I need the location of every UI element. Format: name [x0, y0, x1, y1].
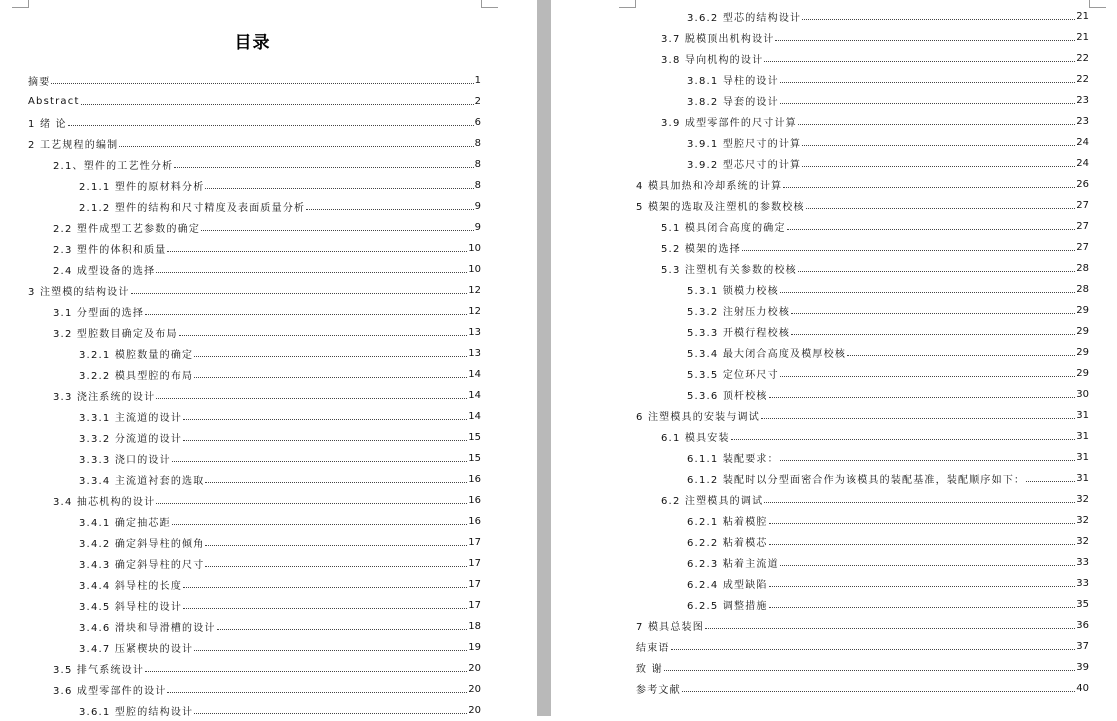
- toc-entry[interactable]: [636, 174, 1089, 195]
- toc-entry[interactable]: [636, 615, 1089, 636]
- toc-entry-label: 3.6.1 型腔的结构设计: [79, 707, 194, 718]
- toc-entry[interactable]: [28, 427, 481, 448]
- toc-entry[interactable]: [636, 636, 1089, 657]
- toc-entry[interactable]: [28, 343, 481, 364]
- toc-dot-leader: [671, 649, 1076, 650]
- toc-dot-leader: [780, 82, 1075, 83]
- toc-dot-leader: [167, 251, 467, 252]
- toc-dot-leader: [780, 103, 1075, 104]
- toc-dot-leader: [183, 587, 467, 588]
- toc-entry-label: 1 绪 论: [28, 119, 67, 130]
- toc-entry-label: 5.3.5 定位环尺寸: [687, 370, 779, 381]
- toc-entry-label: 3.9 成型零部件的尺寸计算: [661, 118, 797, 129]
- toc-dot-leader: [769, 523, 1076, 524]
- toc-entry[interactable]: [636, 594, 1089, 615]
- toc-entry-page-number: 10: [468, 243, 481, 254]
- toc-entry-page-number: 31: [1076, 452, 1089, 463]
- toc-entry[interactable]: [636, 153, 1089, 174]
- toc-dot-leader: [791, 313, 1075, 314]
- toc-entry-label: 3.4.4 斜导柱的长度: [79, 581, 183, 592]
- toc-entry[interactable]: [28, 322, 481, 343]
- toc-entry[interactable]: [636, 69, 1089, 90]
- toc-entry-label: 6.2.3 粘着主流道: [687, 559, 779, 570]
- toc-entry[interactable]: [636, 279, 1089, 300]
- toc-entry-page-number: 28: [1076, 284, 1089, 295]
- toc-entry-label: 6.1 模具安装: [661, 433, 730, 444]
- toc-entry-label: 5.3.6 顶杆校核: [687, 391, 768, 402]
- toc-entry-page-number: 26: [1076, 179, 1089, 190]
- toc-entry[interactable]: [636, 405, 1089, 426]
- toc-entry-page-number: 17: [468, 558, 481, 569]
- toc-entry-page-number: 29: [1076, 368, 1089, 379]
- toc-entry-page-number: 10: [468, 264, 481, 275]
- toc-entry-label: 3 注塑模的结构设计: [28, 287, 130, 298]
- toc-entry-label: 3.4 抽芯机构的设计: [53, 497, 156, 508]
- toc-title: 目录: [234, 33, 271, 53]
- margin-corner-mark: [1089, 0, 1106, 8]
- toc-entry-page-number: 6: [474, 117, 481, 128]
- toc-entry-label: 3.6 成型零部件的设计: [53, 686, 167, 697]
- toc-dot-leader: [1026, 481, 1075, 482]
- toc-entry-label: 2 工艺规程的编制: [28, 140, 119, 151]
- toc-entry-page-number: 16: [468, 516, 481, 527]
- toc-entry-label: 3.3.4 主流道衬套的选取: [79, 476, 205, 487]
- toc-entry[interactable]: [28, 91, 481, 112]
- toc-entry-label: Abstract: [28, 96, 80, 107]
- toc-entry-page-number: 17: [468, 537, 481, 548]
- toc-entry-label: 3.5 排气系统设计: [53, 665, 145, 676]
- toc-entry[interactable]: [28, 490, 481, 511]
- toc-entry[interactable]: [636, 300, 1089, 321]
- toc-entry-label: 3.3.3 浇口的设计: [79, 455, 171, 466]
- toc-dot-leader: [764, 61, 1075, 62]
- toc-entry-label: 3.9.1 型腔尺寸的计算: [687, 139, 802, 150]
- toc-entry-page-number: 13: [468, 327, 481, 338]
- toc-entry[interactable]: [636, 342, 1089, 363]
- margin-corner-mark: [12, 0, 29, 8]
- toc-entry-page-number: 17: [468, 579, 481, 590]
- toc-entry-page-number: 12: [468, 306, 481, 317]
- toc-dot-leader: [742, 250, 1075, 251]
- toc-entry-label: 致 谢: [636, 664, 663, 675]
- toc-entry-page-number: 27: [1076, 221, 1089, 232]
- toc-dot-leader: [802, 145, 1075, 146]
- toc-entry-label: 2.1.1 塑件的原材料分析: [79, 182, 205, 193]
- toc-entry-page-number: 8: [474, 180, 481, 191]
- toc-entry-label: 6 注塑模具的安装与调试: [636, 412, 760, 423]
- toc-entry-label: 6.1.2 装配时以分型面密合作为该模具的装配基准，装配顺序如下：: [687, 475, 1026, 486]
- toc-entry[interactable]: [28, 553, 481, 574]
- toc-entry-page-number: 27: [1076, 200, 1089, 211]
- toc-entry-label: 2.4 成型设备的选择: [53, 266, 156, 277]
- toc-entry[interactable]: [28, 637, 481, 658]
- toc-entry-page-number: 12: [468, 285, 481, 296]
- toc-entry[interactable]: [636, 321, 1089, 342]
- toc-dot-leader: [780, 376, 1075, 377]
- toc-entry-label: 3.9.2 型芯尺寸的计算: [687, 160, 802, 171]
- toc-dot-leader: [205, 545, 467, 546]
- toc-entry-page-number: 33: [1076, 557, 1089, 568]
- toc-entry[interactable]: [636, 426, 1089, 447]
- toc-dot-leader: [145, 671, 467, 672]
- toc-entry[interactable]: [636, 132, 1089, 153]
- toc-dot-leader: [682, 691, 1075, 692]
- toc-dot-leader: [194, 356, 467, 357]
- toc-dot-leader: [194, 377, 467, 378]
- toc-entry[interactable]: [636, 657, 1089, 678]
- toc-entry-label: 参考文献: [636, 685, 681, 696]
- toc-entry[interactable]: [636, 363, 1089, 384]
- toc-entry-label: 2.1、塑件的工艺性分析: [53, 161, 174, 172]
- toc-entry-page-number: 23: [1076, 116, 1089, 127]
- toc-entry[interactable]: [636, 48, 1089, 69]
- toc-dot-leader: [119, 146, 473, 147]
- toc-entry-label: 6.2.1 粘着模腔: [687, 517, 768, 528]
- toc-entry-page-number: 29: [1076, 326, 1089, 337]
- toc-dot-leader: [764, 502, 1075, 503]
- toc-dot-leader: [798, 271, 1075, 272]
- toc-entry[interactable]: [636, 195, 1089, 216]
- toc-dot-leader: [780, 565, 1075, 566]
- toc-dot-leader: [174, 167, 473, 168]
- margin-corner-mark: [619, 0, 636, 8]
- toc-entry-label: 3.7 脱模顶出机构设计: [661, 34, 775, 45]
- toc-entry-page-number: 32: [1076, 515, 1089, 526]
- toc-entry[interactable]: [28, 469, 481, 490]
- toc-dot-leader: [769, 544, 1076, 545]
- toc-dot-leader: [761, 418, 1075, 419]
- toc-entry-page-number: 31: [1076, 431, 1089, 442]
- toc-entry[interactable]: [28, 364, 481, 385]
- toc-dot-leader: [769, 607, 1076, 608]
- toc-entry[interactable]: [28, 70, 481, 91]
- toc-entry-page-number: 8: [474, 159, 481, 170]
- toc-entry-label: 5.3.3 开模行程校核: [687, 328, 791, 339]
- toc-entry-page-number: 16: [468, 474, 481, 485]
- toc-dot-leader: [51, 83, 473, 84]
- toc-entry-page-number: 37: [1076, 641, 1089, 652]
- toc-entry-label: 6.2.4 成型缺陷: [687, 580, 768, 591]
- toc-entry-page-number: 14: [468, 390, 481, 401]
- toc-entry-label: 6.2.2 粘着模芯: [687, 538, 768, 549]
- toc-entry-label: 3.3.1 主流道的设计: [79, 413, 183, 424]
- toc-dot-leader: [172, 524, 467, 525]
- toc-entry-page-number: 24: [1076, 137, 1089, 148]
- toc-entry-label: 3.8 导向机构的设计: [661, 55, 764, 66]
- toc-entry[interactable]: [636, 111, 1089, 132]
- toc-entry[interactable]: [28, 595, 481, 616]
- toc-entry[interactable]: [28, 700, 481, 721]
- toc-entry[interactable]: [28, 679, 481, 700]
- toc-entry-page-number: 17: [468, 600, 481, 611]
- toc-entry-page-number: 40: [1076, 683, 1089, 694]
- toc-entry[interactable]: [636, 447, 1089, 468]
- toc-dot-leader: [81, 104, 474, 105]
- toc-entry[interactable]: [636, 489, 1089, 510]
- toc-entry-label: 结束语: [636, 643, 670, 654]
- toc-entry-label: 2.2 塑件成型工艺参数的确定: [53, 224, 201, 235]
- toc-entry[interactable]: [28, 616, 481, 637]
- toc-entry-label: 3.2.2 模具型腔的布局: [79, 371, 194, 382]
- toc-dot-leader: [791, 334, 1075, 335]
- toc-dot-leader: [780, 292, 1075, 293]
- toc-entry[interactable]: [636, 573, 1089, 594]
- toc-entry-page-number: 14: [468, 369, 481, 380]
- toc-entry[interactable]: [636, 90, 1089, 111]
- toc-entry-label: 5.3.1 锁模力校核: [687, 286, 779, 297]
- toc-entry-label: 3.4.7 压紧楔块的设计: [79, 644, 194, 655]
- toc-dot-leader: [664, 670, 1075, 671]
- toc-entry[interactable]: [636, 237, 1089, 258]
- toc-dot-leader: [131, 293, 468, 294]
- toc-entry-page-number: 36: [1076, 620, 1089, 631]
- toc-entry-label: 3.8.1 导柱的设计: [687, 76, 779, 87]
- toc-entry-label: 2.1.2 塑件的结构和尺寸精度及表面质量分析: [79, 203, 306, 214]
- toc-entry-page-number: 22: [1076, 53, 1089, 64]
- toc-dot-leader: [205, 188, 473, 189]
- toc-dot-leader: [847, 355, 1075, 356]
- toc-entry[interactable]: [28, 259, 481, 280]
- toc-entry-page-number: 2: [474, 96, 481, 107]
- toc-list-right: [636, 6, 1089, 699]
- toc-dot-leader: [217, 629, 468, 630]
- toc-entry-page-number: 31: [1076, 473, 1089, 484]
- toc-entry-page-number: 18: [468, 621, 481, 632]
- toc-entry-page-number: 14: [468, 411, 481, 422]
- toc-entry-page-number: 32: [1076, 494, 1089, 505]
- toc-entry-page-number: 19: [468, 642, 481, 653]
- toc-entry[interactable]: [28, 133, 481, 154]
- toc-entry-page-number: 21: [1076, 11, 1089, 22]
- toc-entry-page-number: 9: [474, 201, 481, 212]
- toc-entry-page-number: 31: [1076, 410, 1089, 421]
- toc-entry-label: 3.4.3 确定斜导柱的尺寸: [79, 560, 205, 571]
- toc-dot-leader: [802, 19, 1075, 20]
- toc-entry[interactable]: [28, 196, 481, 217]
- toc-entry-label: 6.1.1 装配要求：: [687, 454, 779, 465]
- toc-entry-label: 3.4.2 确定斜导柱的倾角: [79, 539, 205, 550]
- toc-entry-page-number: 33: [1076, 578, 1089, 589]
- toc-dot-leader: [775, 40, 1075, 41]
- toc-entry[interactable]: [28, 532, 481, 553]
- toc-entry[interactable]: [28, 280, 481, 301]
- toc-dot-leader: [156, 503, 467, 504]
- toc-entry-label: 5.1 模具闭合高度的确定: [661, 223, 786, 234]
- toc-dot-leader: [179, 335, 468, 336]
- toc-dot-leader: [183, 440, 467, 441]
- toc-entry-page-number: 35: [1076, 599, 1089, 610]
- toc-entry-label: 6.2.5 调整措施: [687, 601, 768, 612]
- toc-entry-page-number: 28: [1076, 263, 1089, 274]
- toc-entry-page-number: 20: [468, 663, 481, 674]
- toc-entry[interactable]: [28, 175, 481, 196]
- toc-entry-label: 3.2 型腔数目确定及布局: [53, 329, 178, 340]
- toc-entry[interactable]: [28, 238, 481, 259]
- toc-entry-label: 5.3 注塑机有关参数的校核: [661, 265, 797, 276]
- toc-entry[interactable]: [636, 678, 1089, 699]
- toc-dot-leader: [705, 628, 1075, 629]
- toc-entry-label: 5.3.4 最大闭合高度及模厚校核: [687, 349, 847, 360]
- toc-entry-page-number: 21: [1076, 32, 1089, 43]
- toc-entry-page-number: 9: [474, 222, 481, 233]
- toc-entry-label: 3.4.6 滑块和导滑槽的设计: [79, 623, 216, 634]
- toc-entry-page-number: 15: [468, 432, 481, 443]
- toc-entry[interactable]: [28, 448, 481, 469]
- toc-entry-page-number: 29: [1076, 305, 1089, 316]
- toc-entry[interactable]: [636, 258, 1089, 279]
- toc-entry-label: 6.2 注塑模具的调试: [661, 496, 764, 507]
- toc-entry-page-number: 1: [474, 75, 481, 86]
- toc-list-left: [28, 70, 481, 721]
- toc-entry[interactable]: [28, 217, 481, 238]
- page-gap: [537, 0, 551, 716]
- toc-dot-leader: [172, 461, 467, 462]
- toc-dot-leader: [68, 125, 474, 126]
- toc-entry[interactable]: [28, 112, 481, 133]
- toc-dot-leader: [306, 209, 473, 210]
- toc-dot-leader: [156, 398, 467, 399]
- toc-entry[interactable]: [28, 385, 481, 406]
- toc-dot-leader: [798, 124, 1075, 125]
- toc-entry-page-number: 13: [468, 348, 481, 359]
- toc-entry-label: 2.3 塑件的体积和质量: [53, 245, 167, 256]
- toc-entry-label: 7 模具总装图: [636, 622, 704, 633]
- toc-dot-leader: [205, 482, 467, 483]
- toc-entry-page-number: 20: [468, 705, 481, 716]
- toc-entry-label: 4 模具加热和冷却系统的计算: [636, 181, 783, 192]
- toc-entry[interactable]: [636, 27, 1089, 48]
- toc-entry[interactable]: [636, 510, 1089, 531]
- toc-entry-page-number: 8: [474, 138, 481, 149]
- toc-dot-leader: [167, 692, 467, 693]
- toc-entry-label: 3.6.2 型芯的结构设计: [687, 13, 802, 24]
- toc-dot-leader: [731, 439, 1076, 440]
- toc-entry-page-number: 29: [1076, 347, 1089, 358]
- toc-entry-label: 5.3.2 注射压力校核: [687, 307, 791, 318]
- toc-dot-leader: [156, 272, 467, 273]
- toc-dot-leader: [787, 229, 1076, 230]
- toc-entry-page-number: 32: [1076, 536, 1089, 547]
- toc-entry-label: 3.4.5 斜导柱的设计: [79, 602, 183, 613]
- toc-entry[interactable]: [28, 406, 481, 427]
- toc-entry-page-number: 22: [1076, 74, 1089, 85]
- toc-entry-label: 5.2 模架的选择: [661, 244, 741, 255]
- toc-entry[interactable]: [28, 574, 481, 595]
- toc-entry-page-number: 15: [468, 453, 481, 464]
- toc-entry[interactable]: [636, 552, 1089, 573]
- toc-dot-leader: [769, 397, 1076, 398]
- toc-dot-leader: [201, 230, 474, 231]
- toc-dot-leader: [806, 208, 1076, 209]
- toc-entry[interactable]: [636, 468, 1089, 489]
- toc-entry[interactable]: [636, 384, 1089, 405]
- toc-dot-leader: [183, 419, 467, 420]
- toc-dot-leader: [205, 566, 467, 567]
- toc-entry-label: 3.1 分型面的选择: [53, 308, 145, 319]
- toc-entry-label: 3.8.2 导套的设计: [687, 97, 779, 108]
- toc-entry-page-number: 20: [468, 684, 481, 695]
- toc-dot-leader: [783, 187, 1075, 188]
- toc-entry[interactable]: [28, 154, 481, 175]
- toc-entry-page-number: 16: [468, 495, 481, 506]
- toc-entry[interactable]: [636, 216, 1089, 237]
- toc-dot-leader: [780, 460, 1075, 461]
- toc-dot-leader: [194, 650, 467, 651]
- toc-entry-label: 5 模架的选取及注塑机的参数校核: [636, 202, 805, 213]
- toc-entry-label: 3.3 浇注系统的设计: [53, 392, 156, 403]
- toc-entry-page-number: 24: [1076, 158, 1089, 169]
- toc-entry[interactable]: [28, 301, 481, 322]
- toc-dot-leader: [183, 608, 467, 609]
- toc-entry[interactable]: [636, 6, 1089, 27]
- toc-entry-label: 3.2.1 模腔数量的确定: [79, 350, 194, 361]
- toc-dot-leader: [145, 314, 467, 315]
- toc-entry-label: 摘要: [28, 77, 51, 88]
- toc-entry[interactable]: [28, 511, 481, 532]
- toc-dot-leader: [194, 713, 467, 714]
- toc-dot-leader: [802, 166, 1075, 167]
- margin-corner-mark: [481, 0, 498, 8]
- toc-entry-label: 3.4.1 确定抽芯距: [79, 518, 171, 529]
- toc-entry-label: 3.3.2 分流道的设计: [79, 434, 183, 445]
- toc-entry-page-number: 27: [1076, 242, 1089, 253]
- toc-dot-leader: [769, 586, 1076, 587]
- toc-entry-page-number: 30: [1076, 389, 1089, 400]
- toc-entry[interactable]: [28, 658, 481, 679]
- toc-entry[interactable]: [636, 531, 1089, 552]
- toc-entry-page-number: 23: [1076, 95, 1089, 106]
- toc-entry-page-number: 39: [1076, 662, 1089, 673]
